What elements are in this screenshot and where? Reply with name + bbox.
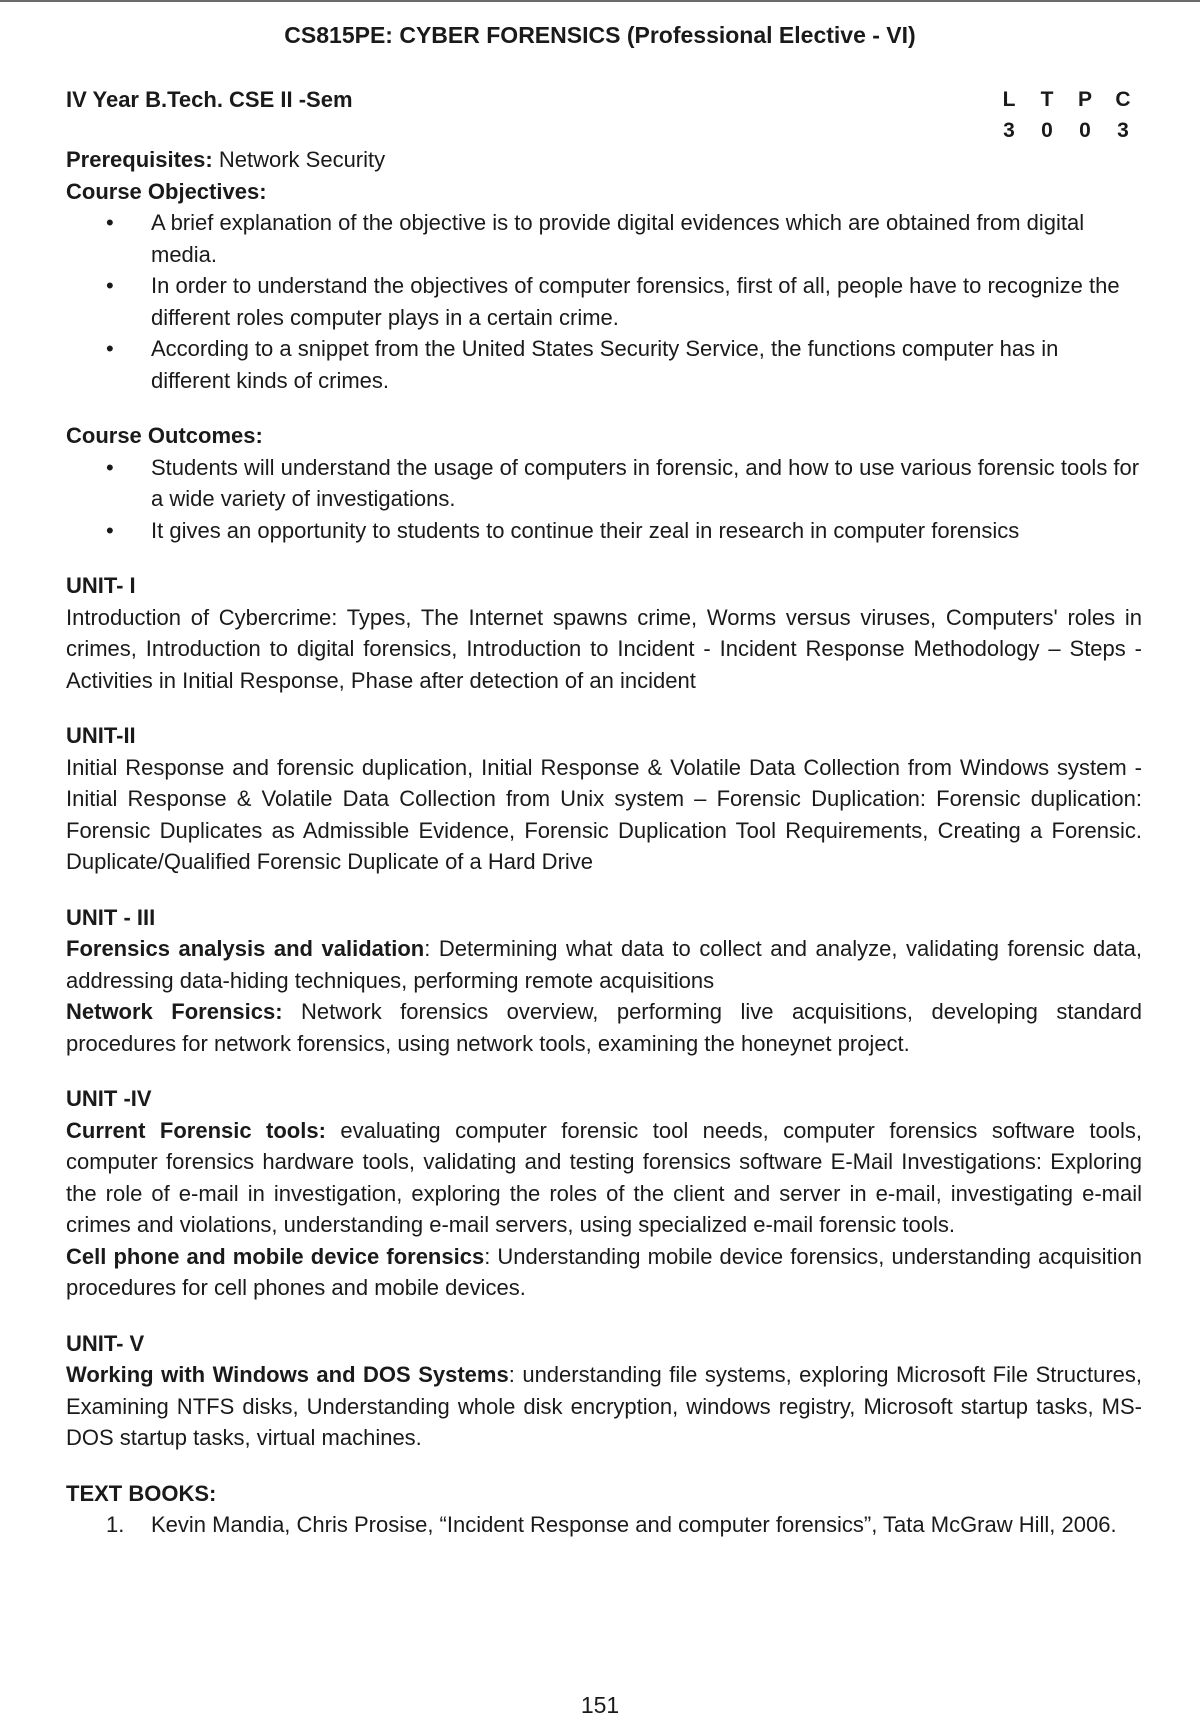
prerequisites-label: Prerequisites:: [66, 147, 213, 172]
course-title: CS815PE: CYBER FORENSICS (Professional Elective - VI): [284, 22, 916, 48]
unit-text: evaluating computer forensic tool needs, computer forensics software tools, computer forensics hardware tools, validating and testing forensics software E-Mail Investigations: Exploring the role of e-mail in investigation, exploring the roles of the client and server in e-mail, investigating e-mail crimes and violations, understanding e-mail servers, using specialized e-mail forensic tools.: [66, 1117, 1142, 1237]
unit-paragraph: [66, 1241, 1142, 1304]
objectives-list: [66, 207, 1142, 396]
unit-lead: Network Forensics:: [66, 999, 283, 1024]
ltpc-header: C: [1115, 88, 1131, 111]
textbook-text: Kevin Mandia, Chris Prosise, “Incident Response and computer forensics”, Tata McGraw Hill, 2006.: [151, 1512, 1117, 1537]
unit-text: : Understanding mobile device forensics, understanding acquisition procedures for cell phones and mobile devices.: [66, 1243, 1142, 1300]
unit-paragraph: [66, 996, 1142, 1059]
unit-paragraph: [66, 1359, 1142, 1454]
unit-text: : Determining what data to collect and analyze, validating forensic data, addressing data-hiding techniques, performing remote acquisitions: [66, 936, 1142, 993]
list-item: • According to a snippet from the United States Security Service, the functions computer has in different kinds of crimes.: [66, 333, 1142, 396]
unit-text: : understanding file systems, exploring Microsoft File Structures, Examining NTFS disks, Understanding whole disk encryption, windows registry, Microsoft startup tasks, MS-DOS startup tasks, virtual machines.: [66, 1362, 1143, 1450]
unit-lead: Current Forensic tools:: [66, 1117, 326, 1143]
unit-heading: UNIT - III: [66, 904, 156, 930]
list-item: • Students will understand the usage of computers in forensic, and how to use various forensic tools for a wide variety of investigations.: [66, 452, 1142, 515]
ltpc-value: 0: [1041, 119, 1053, 142]
unit-heading: UNIT-II: [66, 723, 136, 748]
unit-lead: Forensics analysis and validation: [66, 936, 425, 961]
objectives-heading: Course Objectives:: [66, 178, 267, 204]
unit-text: Introduction of Cybercrime: Types, The Internet spawns crime, Worms versus viruses, Computers' roles in crimes, Introduction to digital forensics, Introduction to Incident - Incident Response Methodology – Steps - Activities in Initial Response, Phase after detection of an incident: [66, 604, 1142, 693]
list-item: • It gives an opportunity to students to continue their zeal in research in computer forensics: [66, 515, 1142, 547]
outcomes-heading: Course Outcomes:: [66, 423, 263, 448]
unit-paragraph: [66, 752, 1142, 878]
prerequisites-text: Network Security: [218, 147, 386, 172]
unit-paragraph: [66, 933, 1142, 996]
list-item: [66, 1509, 1142, 1541]
ltpc-value: 3: [1117, 119, 1129, 142]
ltpc-table: [990, 84, 1142, 146]
page-number: 151: [580, 1692, 620, 1718]
unit-lead: Working with Windows and DOS Systems: [66, 1362, 509, 1387]
unit-heading: UNIT- V: [66, 1330, 145, 1356]
ltpc-value: 3: [1003, 119, 1015, 142]
unit-text: Initial Response and forensic duplication, Initial Response & Volatile Data Collection from Windows system -Initial Response & Volatile Data Collection from Unix system – Forensic Duplication: Forensic duplication: Forensic Duplicates as Admissible Evidence, Forensic Duplication Tool Requirements, Creating a Forensic. Duplicate/Qualified Forensic Duplicate of a Hard Drive: [66, 754, 1142, 874]
ltpc-header-row: [990, 84, 1142, 115]
list-item: • A brief explanation of the objective is to provide digital evidences which are obtained from digital media.: [66, 207, 1142, 270]
unit-lead: Cell phone and mobile device forensics: [66, 1243, 485, 1269]
content: [66, 84, 1142, 1541]
ltpc-header: L: [1002, 88, 1016, 111]
unit-paragraph: [66, 1115, 1142, 1241]
textbook-number: 1.: [106, 1512, 125, 1537]
ltpc-header: P: [1077, 88, 1092, 111]
ltpc-value: 0: [1079, 119, 1091, 142]
year-row: [66, 84, 1142, 144]
unit-heading: UNIT- I: [66, 573, 136, 598]
unit-paragraph: [66, 602, 1142, 697]
ltpc-value-row: [990, 115, 1142, 146]
ltpc-header: T: [1040, 88, 1054, 111]
list-item: • In order to understand the objectives of computer forensics, first of all, people have to recognize the different roles computer plays in a certain crime.: [66, 270, 1142, 333]
top-rule: [0, 0, 1200, 2]
textbooks-list: [66, 1509, 1142, 1541]
unit-heading: UNIT -IV: [66, 1086, 152, 1111]
prerequisites: [66, 144, 1142, 176]
textbooks-heading: TEXT BOOKS:: [66, 1480, 217, 1506]
unit-text: Network forensics overview, performing live acquisitions, developing standard procedures for network forensics, using network tools, examining the honeynet project.: [66, 999, 1142, 1056]
year-label: IV Year B.Tech. CSE II -Sem: [66, 87, 353, 112]
outcomes-list: [66, 452, 1142, 547]
